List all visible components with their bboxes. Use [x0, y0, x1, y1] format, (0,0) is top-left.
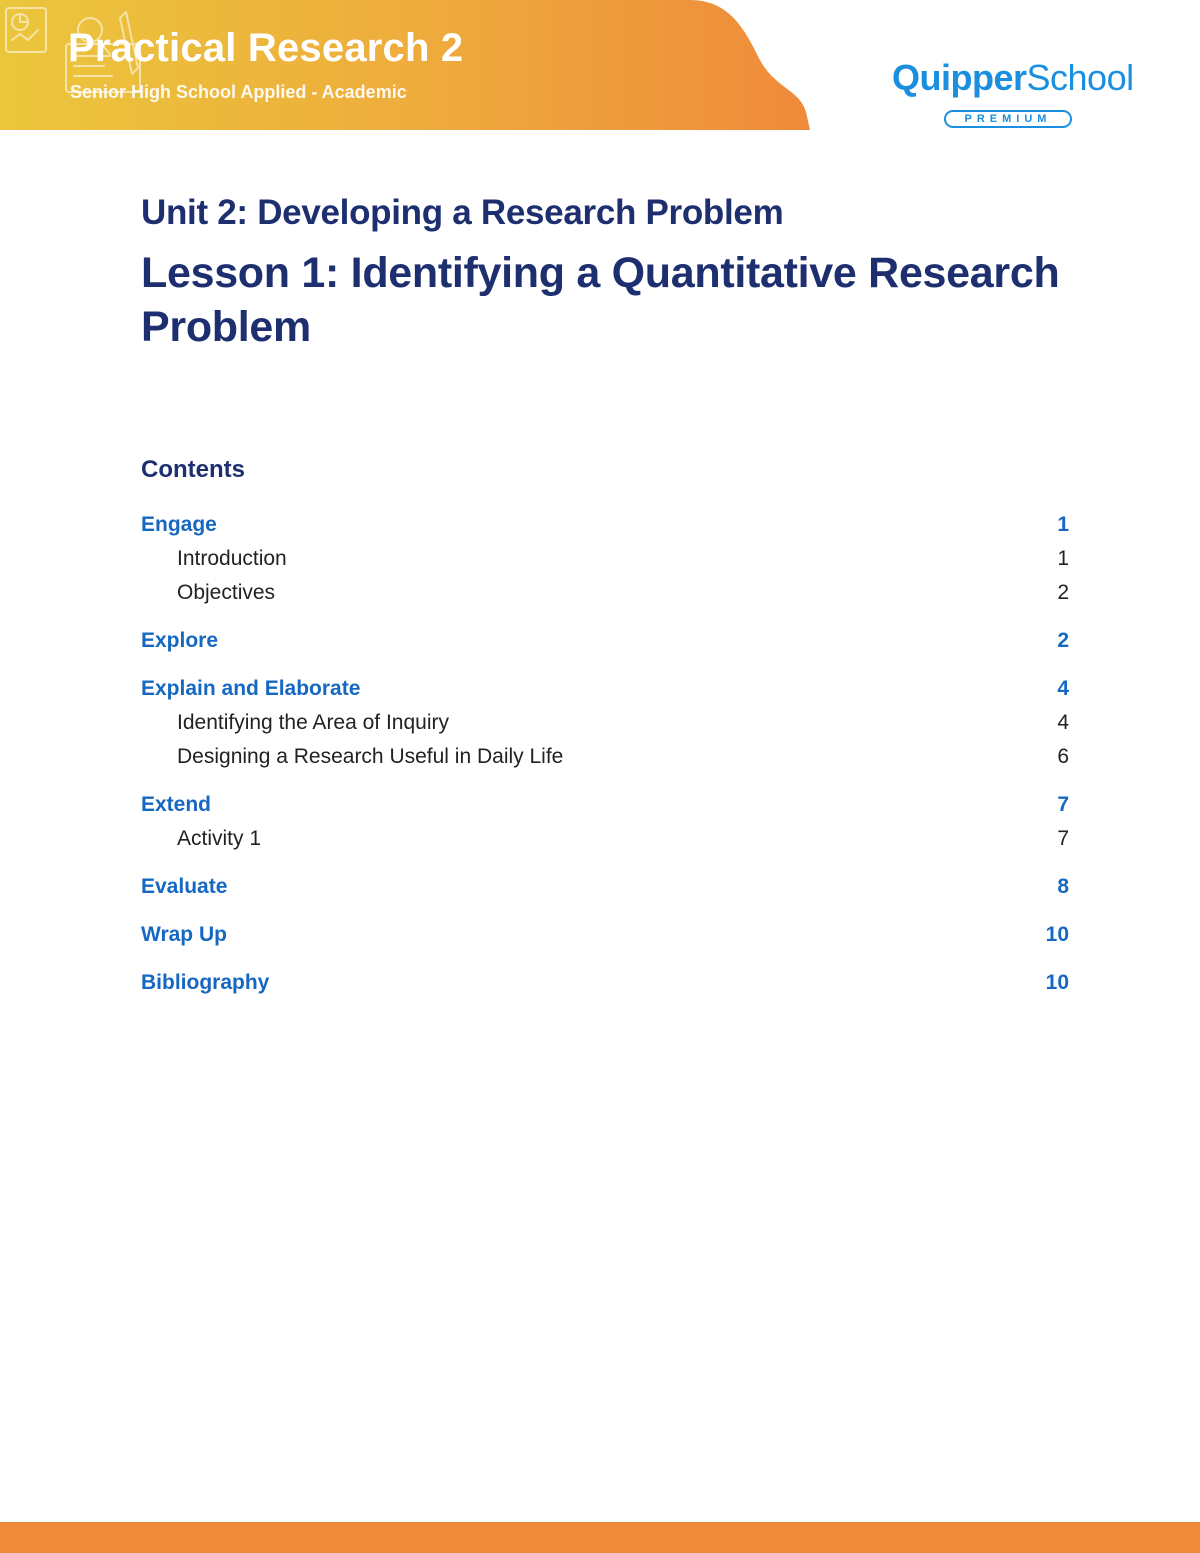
toc-entry-label: Introduction — [177, 547, 287, 570]
toc-entry-page: 1 — [1057, 513, 1069, 536]
toc-entry-label: Explore — [141, 629, 219, 652]
toc-entry-label: Designing a Research Useful in Daily Life — [177, 745, 564, 768]
toc-entry-page: 8 — [1057, 875, 1069, 898]
toc-entry-label: Explain and Elaborate — [141, 677, 361, 700]
toc-entry-explain-and-elaborate[interactable] — [141, 674, 1069, 708]
premium-badge: PREMIUM — [944, 110, 1072, 128]
table-of-contents — [141, 510, 1069, 1002]
toc-entry-objectives[interactable] — [141, 578, 1069, 612]
footer-bar — [0, 1522, 1200, 1553]
logo-brand-part1: Quipper — [892, 57, 1027, 98]
toc-entry-page: 2 — [1057, 581, 1069, 604]
toc-entry-page: 4 — [1057, 677, 1069, 700]
logo-brand-part2: School — [1026, 57, 1134, 98]
toc-entry-label: Bibliography — [141, 971, 270, 994]
toc-entry-page: 2 — [1057, 629, 1069, 652]
toc-entry-page: 10 — [1045, 923, 1069, 946]
quipper-school-logo — [892, 58, 1132, 138]
toc-entry-explore[interactable] — [141, 626, 1069, 660]
toc-entry-label: Engage — [141, 513, 217, 536]
toc-entry-label: Evaluate — [141, 875, 228, 898]
toc-entry-label: Objectives — [177, 581, 276, 604]
unit-title: Unit 2: Developing a Research Problem — [141, 193, 784, 232]
course-subtitle: Senior High School Applied - Academic — [70, 82, 407, 102]
toc-entry-engage[interactable] — [141, 510, 1069, 544]
toc-entry-area-of-inquiry[interactable] — [141, 708, 1069, 742]
toc-entry-page: 7 — [1057, 793, 1069, 816]
toc-entry-introduction[interactable] — [141, 544, 1069, 578]
toc-entry-label: Wrap Up — [141, 923, 227, 946]
toc-entry-designing-research[interactable] — [141, 742, 1069, 776]
toc-entry-page: 4 — [1057, 711, 1069, 734]
course-title: Practical Research 2 — [68, 26, 464, 70]
toc-entry-label: Identifying the Area of Inquiry — [177, 711, 450, 734]
toc-entry-label: Extend — [141, 793, 212, 816]
toc-entry-activity-1[interactable] — [141, 824, 1069, 858]
toc-entry-wrap-up[interactable] — [141, 920, 1069, 954]
toc-entry-page: 7 — [1057, 827, 1069, 850]
contents-heading: Contents — [141, 456, 245, 483]
toc-entry-bibliography[interactable] — [141, 968, 1069, 1002]
toc-entry-label: Activity 1 — [177, 827, 262, 850]
lesson-title: Lesson 1: Identifying a Quantitative Research Problem — [141, 249, 1060, 351]
toc-entry-extend[interactable] — [141, 790, 1069, 824]
toc-entry-page: 6 — [1057, 745, 1069, 768]
toc-entry-evaluate[interactable] — [141, 872, 1069, 906]
toc-entry-page: 1 — [1057, 547, 1069, 570]
toc-entry-page: 10 — [1045, 971, 1069, 994]
logo-wordmark — [892, 58, 1132, 98]
header-banner — [0, 0, 820, 130]
